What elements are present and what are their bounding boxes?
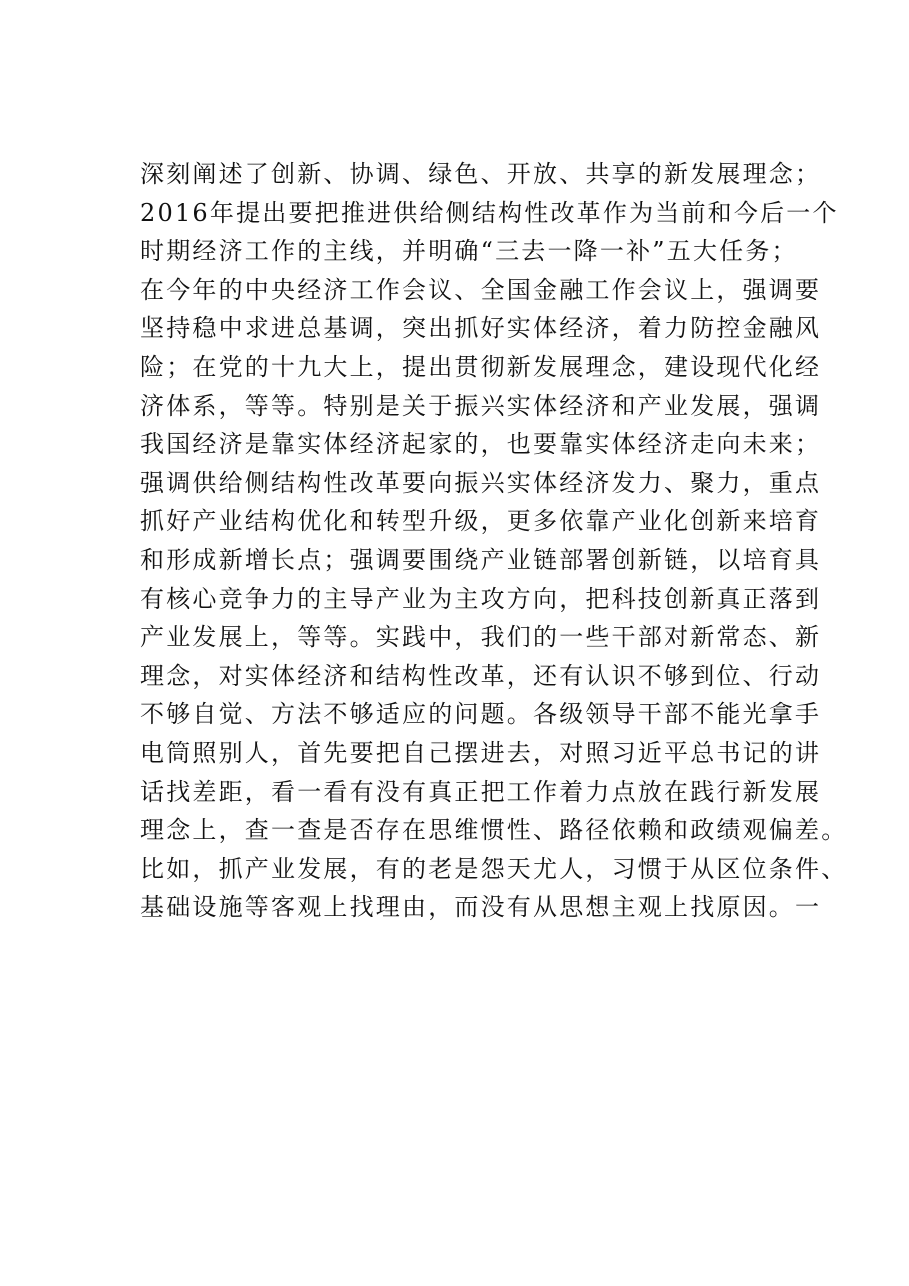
text-line: 抓好产业结构优化和转型升级，更多依靠产业化创新来培育 [140, 507, 822, 536]
text-line: 理念，对实体经济和结构性改革，还有认识不够到位、行动 [140, 661, 822, 690]
text-line: 2016年提出要把推进供给侧结构性改革作为当前和今后一个 [140, 198, 839, 227]
text-line: 济体系，等等。特别是关于振兴实体经济和产业发展，强调 [140, 391, 822, 420]
text-line: 理念上，查一查是否存在思维惯性、路径依赖和政绩观偏差。 [140, 816, 848, 845]
text-line: 时期经济工作的主线，并明确“三去一降一补”五大任务； [140, 237, 798, 266]
text-line: 坚持稳中求进总基调，突出抓好实体经济，着力防控金融风 [140, 314, 822, 343]
text-line: 深刻阐述了创新、协调、绿色、开放、共享的新发展理念； [140, 160, 822, 188]
text-line: 基础设施等客观上找理由，而没有从思想主观上找原因。一 [140, 893, 822, 922]
text-line: 话找差距，看一看有没有真正把工作着力点放在践行新发展 [140, 777, 822, 806]
body-text [140, 155, 848, 927]
text-line: 和形成新增长点；强调要围绕产业链部署创新链，以培育具 [140, 545, 822, 574]
text-line: 强调供给侧结构性改革要向振兴实体经济发力、聚力，重点 [140, 468, 822, 497]
text-line: 有核心竞争力的主导产业为主攻方向，把科技创新真正落到 [140, 584, 822, 613]
text-line: 比如，抓产业发展，有的老是怨天尤人，习惯于从区位条件、 [140, 854, 848, 883]
text-line: 电筒照别人，首先要把自己摆进去，对照习近平总书记的讲 [140, 738, 822, 767]
text-line: 不够自觉、方法不够适应的问题。各级领导干部不能光拿手 [140, 700, 822, 729]
text-line: 产业发展上，等等。实践中，我们的一些干部对新常态、新 [140, 623, 822, 652]
text-line: 在今年的中央经济工作会议、全国金融工作会议上，强调要 [140, 275, 822, 304]
text-line: 我国经济是靠实体经济起家的，也要靠实体经济走向未来； [140, 430, 822, 459]
text-line: 险；在党的十九大上，提出贯彻新发展理念，建设现代化经 [140, 352, 822, 381]
